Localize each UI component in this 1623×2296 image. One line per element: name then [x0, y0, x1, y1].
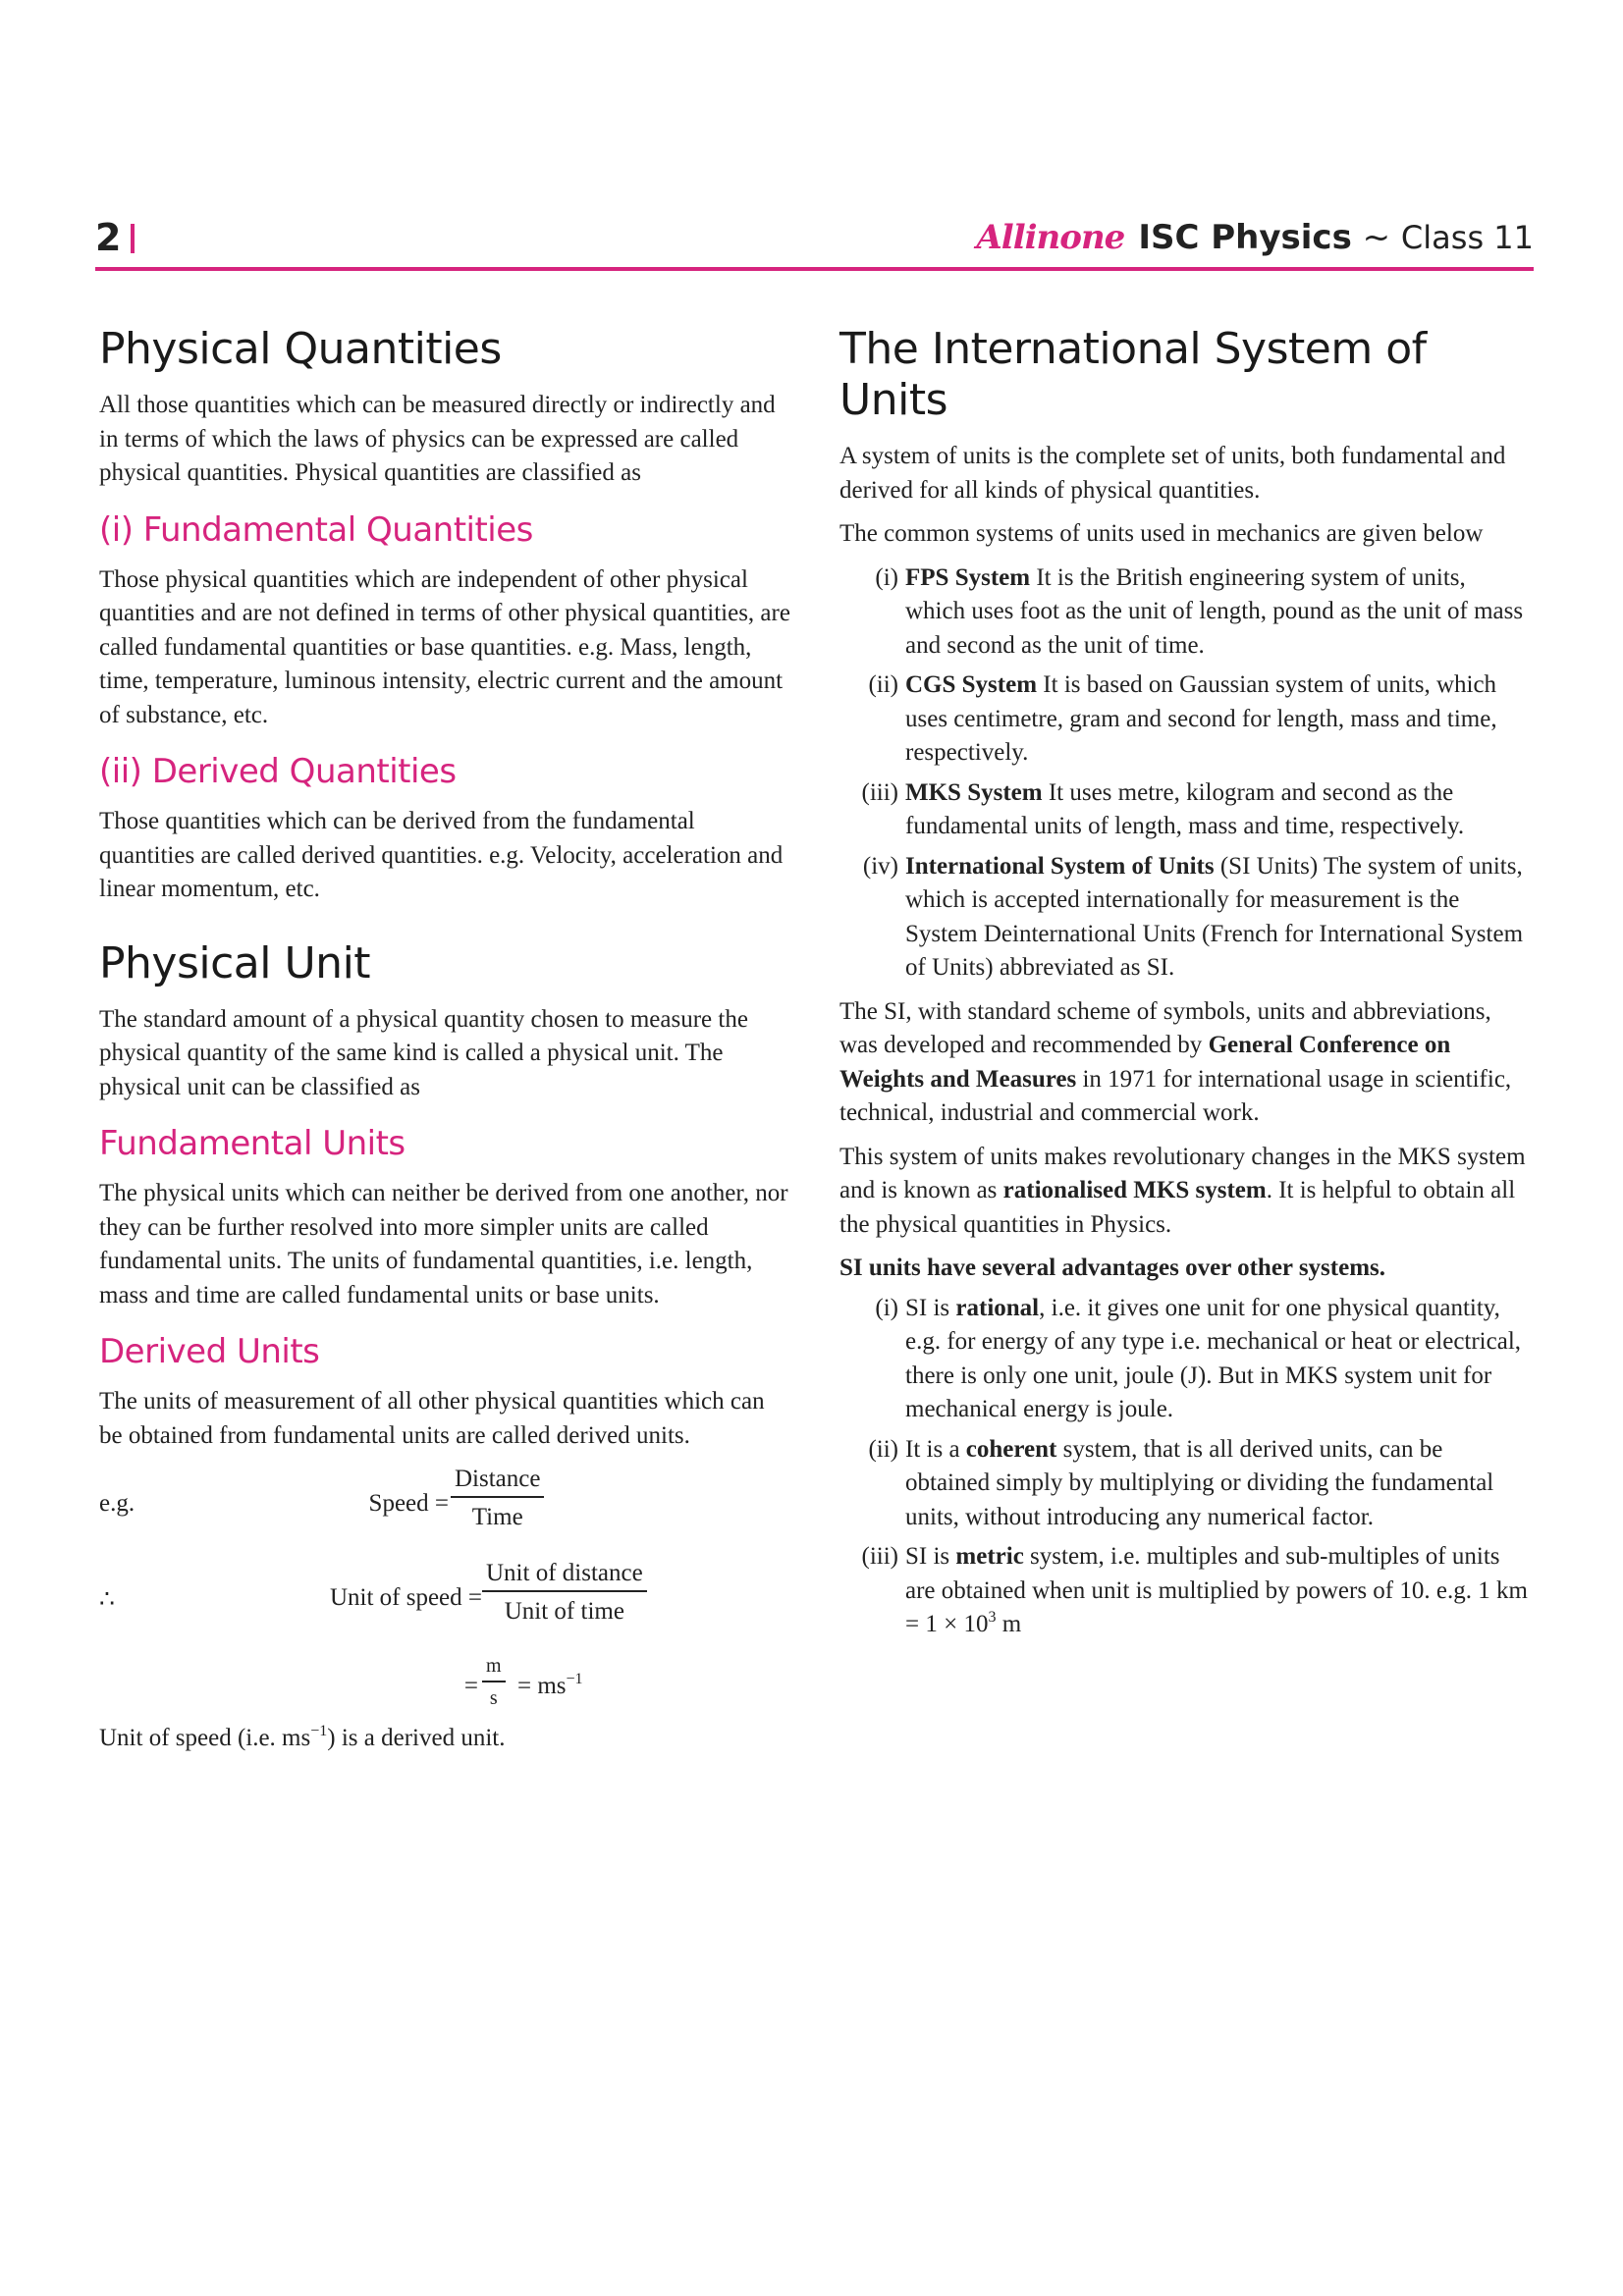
- equation-lhs: Unit of speed =: [329, 1584, 482, 1611]
- list-number: (iii): [861, 778, 898, 806]
- list-item: [839, 776, 1532, 844]
- system-text: It uses metre, kilogram and second as the fundamental units of length, mass and time, respectively.: [905, 778, 1465, 839]
- system-text: It is the British engineering system of units, which uses foot as the unit of length, pound as the unit of mass and second as the unit of time.: [905, 563, 1524, 659]
- equation-rhs: [517, 1673, 583, 1700]
- heading-physical-unit: Physical Unit: [99, 937, 371, 988]
- keyword: coherent: [965, 1435, 1057, 1463]
- heading-physical-quantities: Physical Quantities: [99, 324, 502, 374]
- text-run: SI is: [905, 1543, 956, 1570]
- si-intro-text: A system of units is the complete set of units, both fundamental and derived for all kinds of physical quantities.: [839, 443, 1506, 504]
- list-number: (ii): [868, 1435, 898, 1463]
- header-rule: [95, 267, 1534, 271]
- list-item: [839, 1292, 1532, 1427]
- system-text: It is based on Gaussian system of units, which uses centimetre, gram and second for length, mass and time, respectively.: [905, 671, 1497, 766]
- system-name: CGS System: [905, 671, 1038, 698]
- equation-speed: [99, 1463, 791, 1549]
- heading-derived-quantities: (ii) Derived Quantities: [99, 752, 457, 791]
- system-name: International System of Units: [905, 852, 1215, 880]
- fraction-numerator: m: [482, 1651, 506, 1682]
- keyword: metric: [955, 1543, 1024, 1570]
- equation-rhs-text: = ms: [517, 1673, 567, 1699]
- book-title: [976, 218, 1534, 257]
- rationalised-mks: rationalised MKS system: [1002, 1177, 1267, 1203]
- list-number: (iv): [862, 852, 898, 880]
- list-number: (iii): [861, 1543, 898, 1570]
- conclusion-text-b: ) is a derived unit.: [327, 1725, 506, 1751]
- text-run: It is a: [905, 1435, 966, 1463]
- list-item: [839, 561, 1532, 664]
- si-rationalised-text: [839, 1141, 1532, 1243]
- derived-unit-conclusion: [99, 1722, 791, 1756]
- page-number-bar: [131, 224, 135, 253]
- conclusion-text-a: Unit of speed (i.e. ms: [99, 1725, 311, 1751]
- list-item: [839, 668, 1532, 771]
- fraction-denominator: s: [489, 1687, 498, 1709]
- fraction: [482, 1651, 506, 1714]
- exponent: −1: [310, 1723, 328, 1739]
- title-separator: ~: [1351, 218, 1401, 257]
- advantages-list: [839, 1292, 1532, 1642]
- equation-equals: =: [463, 1673, 478, 1699]
- text-run: The SI, with standard scheme of symbols, units and abbreviations, was developed and recommended by: [839, 997, 1491, 1058]
- fraction-denominator: Unit of time: [504, 1598, 624, 1625]
- fraction: [451, 1463, 544, 1537]
- system-name: MKS System: [905, 778, 1043, 806]
- cgpm-name: General Conference on Weights and Measures: [839, 1032, 1451, 1093]
- si-history-text: [839, 995, 1532, 1131]
- fundamental-units-text: The physical units which can neither be derived from one another, nor they can be further resolved into more simpler units are called fundamental units. The units of fundamental quantities, i.e. length, mass and time are called fundamental units or base units.: [99, 1180, 788, 1308]
- list-number: (i): [875, 563, 898, 591]
- fraction-numerator: Unit of distance: [482, 1557, 647, 1592]
- text-run: in 1971 for international usage in scientific, technical, industrial and commercial work.: [839, 1065, 1512, 1126]
- page-header: [95, 206, 1534, 275]
- exponent: 3: [988, 1609, 997, 1626]
- equation-lhs: Speed =: [368, 1490, 449, 1517]
- fundamental-quantities-text: Those physical quantities which are independent of other physical quantities and are not defined in terms of other physical quantities, are called fundamental quantities or base quantities. e.g. Mass, length, time, temperature, luminous intensity, electric current and the amount of substance, etc.: [99, 565, 790, 728]
- heading-fundamental-units: Fundamental Units: [99, 1124, 406, 1163]
- list-item: [839, 1433, 1532, 1535]
- right-column: [839, 324, 1532, 1652]
- text-run: , i.e. it gives one unit for one physical quantity, e.g. for energy of any type i.e. mechanical or heat or electrical, there is only one unit, joule (J). But in MKS system unit for mechanical energy is joule.: [905, 1294, 1522, 1422]
- derived-units-text: The units of measurement of all other physical quantities which can be obtained from fundamental units are called derived units.: [99, 1388, 765, 1449]
- system-name: FPS System: [905, 563, 1031, 591]
- fraction: [482, 1557, 647, 1631]
- exponent: −1: [566, 1671, 583, 1687]
- text-run: system, that is all derived units, can be obtained simply by multiplying or dividing the fundamental units, without introducing any numerical factor.: [905, 1435, 1494, 1530]
- list-number: (ii): [868, 671, 898, 698]
- brand-logo: Allinone: [976, 218, 1125, 257]
- equation-prefix: e.g.: [99, 1490, 135, 1517]
- text-run: SI is: [905, 1294, 956, 1321]
- keyword: rational: [955, 1294, 1040, 1321]
- physical-quantities-text: All those quantities which can be measured directly or indirectly and in terms of which the laws of physics can be expressed are called physical quantities. Physical quantities are classified as: [99, 392, 776, 486]
- derived-quantities-text: Those quantities which can be derived from the fundamental quantities are called derived quantities. e.g. Velocity, acceleration and linear momentum, etc.: [99, 808, 784, 902]
- fraction-denominator: Time: [471, 1504, 523, 1530]
- advantages-heading: [839, 1252, 1532, 1286]
- left-column: [99, 324, 791, 1766]
- equation-prefix: ∴: [99, 1586, 115, 1613]
- advantages-heading-text: SI units have several advantages over other systems.: [839, 1255, 1386, 1281]
- systems-intro-text: The common systems of units used in mechanics are given below: [839, 520, 1484, 547]
- heading-derived-units: Derived Units: [99, 1332, 320, 1371]
- book-name: ISC Physics: [1138, 218, 1352, 257]
- page-number: 2: [95, 216, 122, 259]
- heading-fundamental-quantities: (i) Fundamental Quantities: [99, 509, 533, 550]
- text-run: m: [996, 1611, 1022, 1637]
- fraction-numerator: Distance: [451, 1463, 544, 1498]
- text-run: system, i.e. multiples and sub-multiples of units are obtained when unit is multiplied by powers of 10. e.g. 1 km = 1 × 10: [905, 1543, 1528, 1637]
- list-item: [839, 1540, 1532, 1642]
- equation-ms: [99, 1651, 791, 1722]
- list-item: [839, 850, 1532, 986]
- book-class: Class 11: [1400, 219, 1534, 256]
- equation-unit-of-speed: [99, 1557, 791, 1643]
- physical-unit-text: The standard amount of a physical quantity chosen to measure the physical quantity of the same kind is called a physical unit. The physical unit can be classified as: [99, 1005, 748, 1100]
- heading-international-system: The International System of Units: [839, 324, 1427, 425]
- text-run: This system of units makes revolutionary changes in the MKS system and is known as: [839, 1143, 1526, 1203]
- text-run: . It is helpful to obtain all the physical quantities in Physics.: [839, 1177, 1516, 1238]
- system-text: (SI Units) The system of units, which is accepted internationally for measurement is the System Deinternational Units (French for International System of Units) abbreviated as SI.: [905, 852, 1524, 981]
- unit-systems-list: [839, 561, 1532, 986]
- list-number: (i): [875, 1294, 898, 1321]
